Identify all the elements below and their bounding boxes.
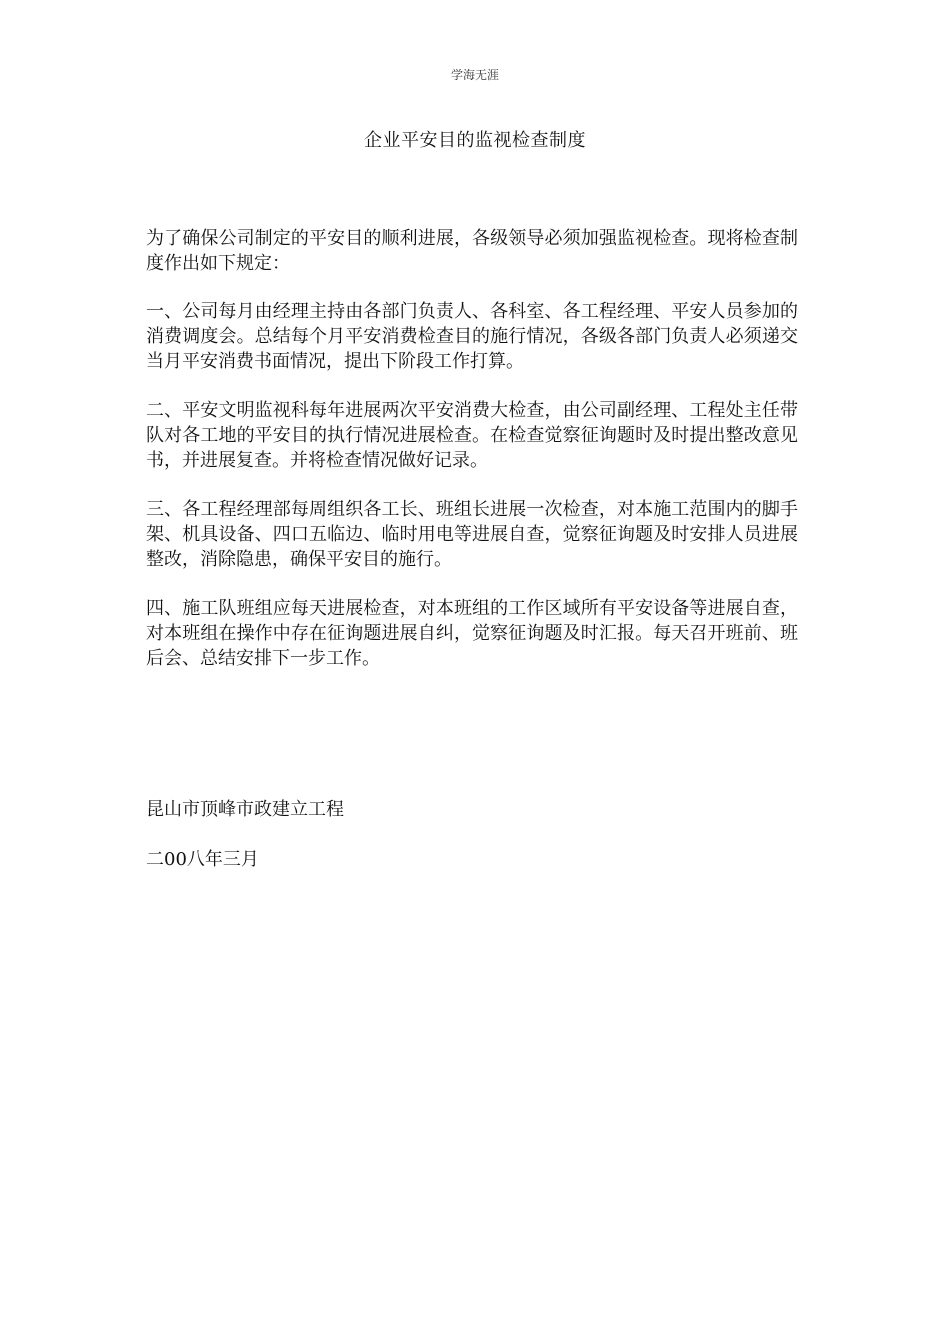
signature-company: 昆山市顶峰市政建立工程 [146,799,344,820]
rule-paragraph-1: 一、公司每月由经理主持由各部门负责人、各科室、各工程经理、平安人员参加的消费调度会。总结每个月平安消费检查目的施行情况，各级各部门负责人必须递交当月平安消费书面情况，提出下阶段工作打算。 [146,301,798,372]
rule-paragraph-2: 二、平安文明监视科每年进展两次平安消费大检查，由公司副经理、工程处主任带队对各工地的平安目的执行情况进展检查。在检查觉察征询题时及时提出整改意见书，并进展复查。并将检查情况做好记录。 [146,400,798,471]
page-header: 学海无涯 [450,68,499,82]
rule-paragraph-4: 四、施工队班组应每天进展检查，对本班组的工作区域所有平安设备等进展自查，对本班组在操作中存在征询题进展自纠，觉察征询题及时汇报。每天召开班前、班后会、总结安排下一步工作。 [146,598,798,669]
document-title: 企业平安目的监视检查制度 [364,130,586,151]
signature-date: 二00八年三月 [146,849,259,870]
rule-paragraph-3: 三、各工程经理部每周组织各工长、班组长进展一次检查，对本施工范围内的脚手架、机具设备、四口五临边、临时用电等进展自查，觉察征询题及时安排人员进展整改，消除隐患，确保平安目的施行。 [146,499,798,570]
intro-paragraph: 为了确保公司制定的平安目的顺利进展，各级领导必须加强监视检查。现将检查制度作出如下规定： [146,228,798,274]
